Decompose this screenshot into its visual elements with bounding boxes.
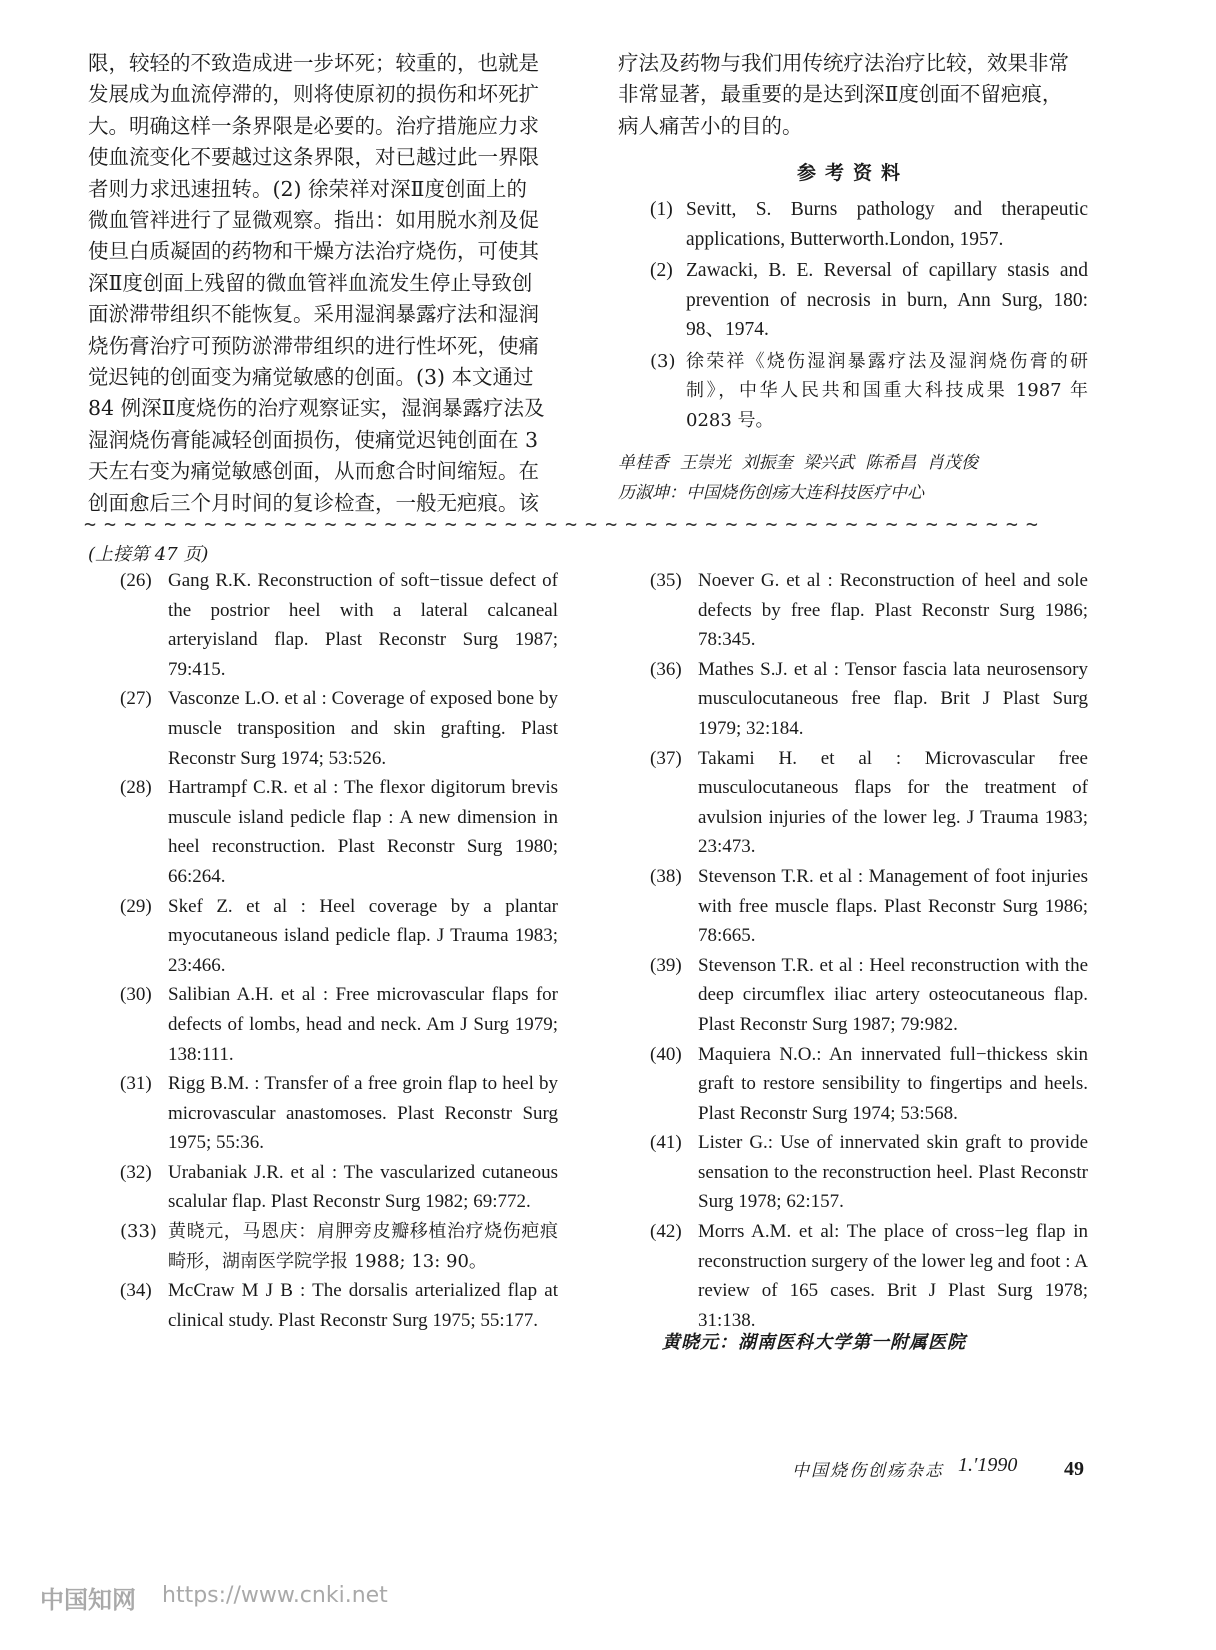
reference-number: (31) [120, 1073, 152, 1095]
reference-text: Noever G. et al : Reconstruction of heel and sole defects by free flap. Plast Reconstr Surg 1986; 78:345. [698, 570, 1088, 651]
reference-text: Gang R.K. Reconstruction of soft−tissue defect of the postrior heel with a lateral calcaneal arteryisland flap. Plast Reconstr Surg 1987; 79:415. [168, 570, 558, 680]
reference-number: (39) [650, 954, 682, 976]
reference-item [650, 347, 1088, 436]
reference-text: Stevenson T.R. et al : Heel reconstruction with the deep circumflex iliac artery osteocutaneous flap. Plast Reconstr Surg 1987; 79:982. [698, 954, 1088, 1035]
reference-number: (40) [650, 1043, 682, 1065]
reference-number: (35) [650, 570, 682, 591]
text-line: 84 例深Ⅱ度烧伤的治疗观察证实，湿润暴露疗法及 [88, 396, 545, 421]
references-right [650, 566, 1088, 1335]
reference-text: Mathes S.J. et al : Tensor fascia lata neurosensory musculocutaneous free flap. Brit J Plast Surg 1979; 32:184. [698, 658, 1088, 739]
reference-text: 徐荣祥《烧伤湿润暴露疗法及湿润烧伤膏的研制》，中华人民共和国重大科技成果 1987 年 0283 号。 [686, 350, 1088, 431]
reference-text: Rigg B.M. : Transfer of a free groin flap to heel by microvascular anastomoses. Plast Reconstr Surg 1975; 55:36. [168, 1073, 558, 1154]
reference-item [650, 655, 1088, 744]
references-left [120, 566, 558, 1335]
text-line: 限，较轻的不致造成进一步坏死；较重的，也就是 [88, 51, 539, 75]
reference-item [650, 566, 1088, 655]
reference-item [650, 256, 1088, 345]
reference-text: Takami H. et al : Microvascular free musculocutaneous flaps for the treatment of avulsion injuries of the lower leg. J Trauma 1983; 23:473. [698, 747, 1088, 858]
page-number: 49 [1064, 1458, 1084, 1480]
reference-item [650, 195, 1088, 254]
text-line: 大。明确这样一条界限是必要的。治疗措施应力求 [88, 113, 539, 138]
reference-text: Morrs A.M. et al: The place of cross−leg flap in reconstruction surgery of the lower leg and foot : A review of 165 cases. Brit J Plast Surg 1978; 31:138. [698, 1221, 1088, 1331]
reference-item [120, 892, 558, 981]
journal-name: 中国烧伤创疡杂志 [792, 1461, 944, 1481]
reference-number: (27) [120, 688, 152, 710]
text-line: 烧伤膏治疗可预防淤滞带组织的进行性坏死，使痛 [88, 333, 539, 358]
authors-affiliation-line: 历淑坤：中国烧伤创疡大连科技医疗中心 [618, 483, 924, 503]
reference-item [120, 1069, 558, 1158]
reference-text: Salibian A.H. et al : Free microvascular flaps for defects of lombs, head and neck. Am J Surg 1979; 138:111. [168, 984, 558, 1065]
text-line: 非常显著，最重要的是达到深Ⅱ度创面不留疤痕， [618, 82, 1063, 107]
reference-number: (30) [120, 984, 152, 1006]
reference-number: (34) [120, 1280, 152, 1302]
reference-item [120, 773, 558, 891]
reference-number: (26) [120, 570, 152, 591]
reference-item [650, 862, 1088, 951]
reference-number: (32) [120, 1161, 152, 1183]
text-line: 使旦白质凝固的药物和干燥方法治疗烧伤，可使其 [88, 239, 539, 264]
reference-number: (3) [650, 350, 676, 372]
text-line: 者则力求迅速扭转。(2) 徐荣祥对深Ⅱ度创面上的 [88, 176, 527, 201]
reference-item [650, 951, 1088, 1040]
text-line: 使血流变化不要越过这条界限，对已越过此一界限 [88, 145, 539, 170]
text-line: 微血管袢进行了显微观察。指出：如用脱水剂及促 [88, 208, 539, 233]
reference-number: (41) [650, 1132, 682, 1154]
reference-text: Vasconze L.O. et al : Coverage of exposed bone by muscle transposition and skin grafting. Plast Reconstr Surg 1974; 53:526. [168, 688, 558, 769]
text-line: 湿润烧伤膏能减轻创面损伤，使痛觉迟钝创面在 3 [88, 427, 539, 452]
reference-item [650, 1217, 1088, 1335]
body-text-right [618, 48, 1088, 142]
affiliation-note: 黄晓元：湖南医科大学第一附属医院 [662, 1332, 966, 1353]
reference-text: Lister G.: Use of innervated skin graft to provide sensation to the reconstruction heel. Plast Reconstr Surg 1978; 62:157. [698, 1132, 1088, 1213]
reference-number: (38) [650, 865, 682, 887]
reference-number: (28) [120, 777, 152, 799]
watermark-logo-text: 中国知网 [40, 1586, 136, 1614]
reference-text: Sevitt, S. Burns pathology and therapeutic applications, Butterworth.London, 1957. [686, 199, 1088, 250]
text-line: 天左右变为痛觉敏感创面，从而愈合时间缩短。在 [88, 459, 539, 484]
reference-item [650, 744, 1088, 862]
reference-number: (37) [650, 747, 682, 769]
issue-number: 1.′1990 [958, 1454, 1018, 1476]
references-heading: 参考资料 [796, 162, 909, 184]
reference-item [120, 1276, 558, 1335]
reference-item [650, 1128, 1088, 1217]
author-list [618, 448, 1093, 508]
reference-item [120, 1158, 558, 1217]
body-text-left [88, 48, 558, 519]
reference-text: McCraw M J B : The dorsalis arterialized flap at clinical study. Plast Reconstr Surg 1975; 55:177. [168, 1280, 558, 1331]
reference-item [120, 1217, 558, 1276]
reference-text: Stevenson T.R. et al : Management of foot injuries with free muscle flaps. Plast Reconstr Surg 1986; 78:665. [698, 865, 1088, 947]
section-divider: ~~~~~~~~~~~~~~~~~~~~~~~~~~~~~~~~~~~~~~~~~~~~~~~~ [84, 512, 1046, 532]
text-line: 觉迟钝的创面变为痛觉敏感的创面。(3) 本文通过 [88, 365, 534, 390]
reference-text: Skef Z. et al : Heel coverage by a plantar myocutaneous island pedicle flap. J Trauma 1983; 23:466. [168, 895, 558, 976]
reference-item [120, 684, 558, 773]
reference-number: (1) [650, 199, 673, 220]
reference-number: (36) [650, 658, 682, 680]
reference-item [120, 566, 558, 684]
text-line: 深Ⅱ度创面上残留的微血管袢血流发生停止导致创 [88, 270, 533, 295]
text-line: 病人痛苦小的目的。 [618, 113, 803, 138]
reference-text: Hartrampf C.R. et al : The flexor digitorum brevis muscule island pedicle flap : A new dimension in heel reconstruction. Plast Reconstr Surg 1980; 66:264. [168, 777, 558, 887]
authors-line: 单桂香 王崇光 刘振奎 梁兴武 陈希昌 肖茂俊 [618, 453, 979, 473]
reference-item [120, 980, 558, 1069]
text-line: 发展成为血流停滞的，则将使原初的损伤和坏死扩 [88, 82, 539, 107]
watermark-url: https://www.cnki.net [162, 1583, 388, 1608]
reference-text: Maquiera N.O.: An innervated full−thickess skin graft to restore sensibility to fingertips and heels. Plast Reconstr Surg 1974; 53:568. [698, 1043, 1088, 1124]
reference-number: (42) [650, 1221, 682, 1243]
reference-number: (29) [120, 895, 152, 917]
references-top [650, 195, 1088, 435]
reference-text: 黄晓元，马恩庆：肩胛旁皮瓣移植治疗烧伤疤痕畸形，湖南医学院学报 1988; 13: 90。 [168, 1221, 558, 1272]
text-line: 创面愈后三个月时间的复诊检查，一般无疤痕。该 [88, 490, 539, 515]
reference-item [650, 1040, 1088, 1129]
continued-from-note: (上接第 47 页) [88, 544, 209, 565]
reference-text: Zawacki, B. E. Reversal of capillary stasis and prevention of necrosis in burn, Ann Surg, 180: 98、1974. [686, 260, 1088, 341]
reference-text: Urabaniak J.R. et al : The vascularized cutaneous scalular flap. Plast Reconstr Surg 1982; 69:772. [168, 1161, 558, 1213]
text-line: 疗法及药物与我们用传统疗法治疗比较，效果非常 [618, 51, 1069, 75]
reference-number: (33) [120, 1221, 157, 1243]
text-line: 面淤滞带组织不能恢复。采用湿润暴露疗法和湿润 [88, 302, 539, 327]
reference-number: (2) [650, 260, 673, 282]
